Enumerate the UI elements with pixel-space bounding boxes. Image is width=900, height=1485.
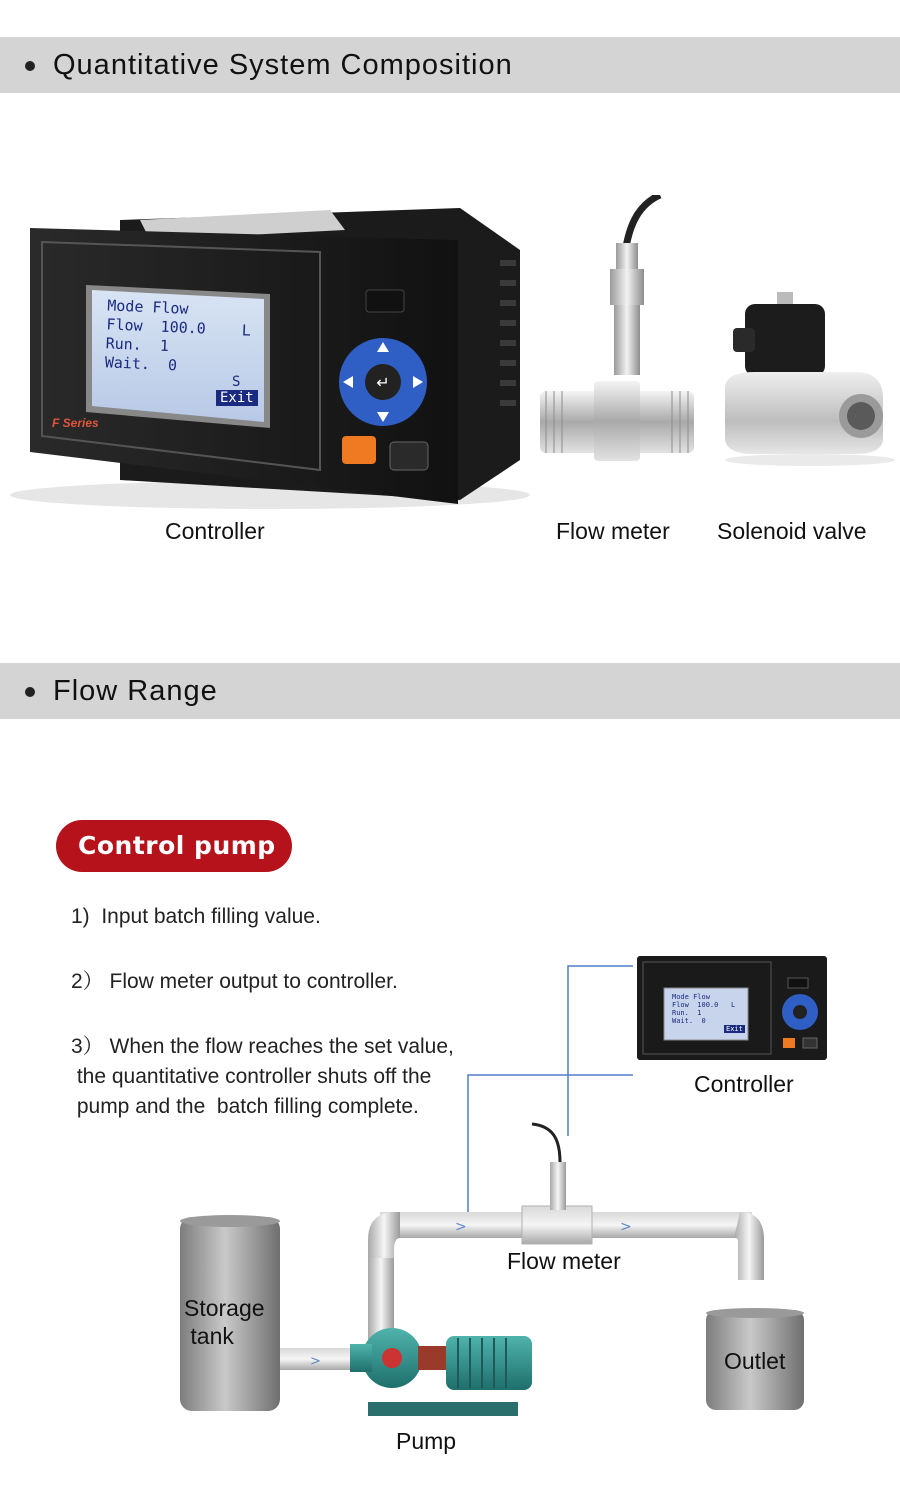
step-3: 3） When the flow reaches the set value, the quantitative controller shuts off the pump and the batch filling complete. [71, 1035, 454, 1118]
small-exit-label: Exit [726, 1025, 743, 1033]
bullet-icon [25, 687, 35, 697]
section-title: Quantitative System Composition [53, 49, 513, 81]
caption-controller: Controller [165, 518, 265, 544]
diagram-flow-meter-label: Flow meter [507, 1248, 621, 1274]
control-pump-badge: Control pump [56, 820, 292, 872]
step-1: 1) Input batch filling value. [71, 905, 321, 928]
caption-flow-meter: Flow meter [556, 518, 670, 544]
section-header-composition [0, 37, 900, 93]
exit-label: Exit [216, 390, 258, 406]
controller-screen [104, 296, 277, 379]
step-2: 2） Flow meter output to controller. [71, 970, 398, 993]
screen-line: Wait. 0 [104, 353, 178, 375]
section-title: Flow Range [53, 675, 218, 707]
screen-unit: S [232, 374, 241, 390]
diagram-controller-label: Controller [694, 1071, 794, 1097]
bullet-icon [25, 61, 35, 71]
svg-text:↵: ↵ [376, 373, 390, 392]
caption-solenoid-valve: Solenoid valve [717, 518, 867, 544]
screen-line: Flow 100.0 L [106, 315, 252, 340]
svg-text:>: > [310, 1354, 321, 1369]
screen-line: Wait. 0 [672, 1017, 706, 1025]
screen-line: Run. 1 [672, 1009, 702, 1017]
process-diagram [0, 940, 900, 1460]
screen-line: Run. 1 [105, 334, 170, 356]
screen-line: Flow 100.0 L [672, 1001, 736, 1009]
flow-meter-image [538, 195, 703, 465]
section-header-flow-range [0, 663, 900, 719]
small-controller-screen [672, 993, 752, 1025]
screen-line: Mode Flow [672, 993, 710, 1001]
svg-text:>: > [455, 1219, 467, 1235]
diagram-storage-tank-label: Storage tank [184, 1295, 265, 1349]
screen-line: Mode Flow [106, 296, 189, 318]
brand-label: F Series [52, 416, 99, 430]
solenoid-valve-image [715, 288, 895, 468]
diagram-pump-label: Pump [396, 1428, 457, 1454]
svg-text:>: > [620, 1219, 632, 1235]
diagram-outlet-label: Outlet [724, 1348, 786, 1374]
